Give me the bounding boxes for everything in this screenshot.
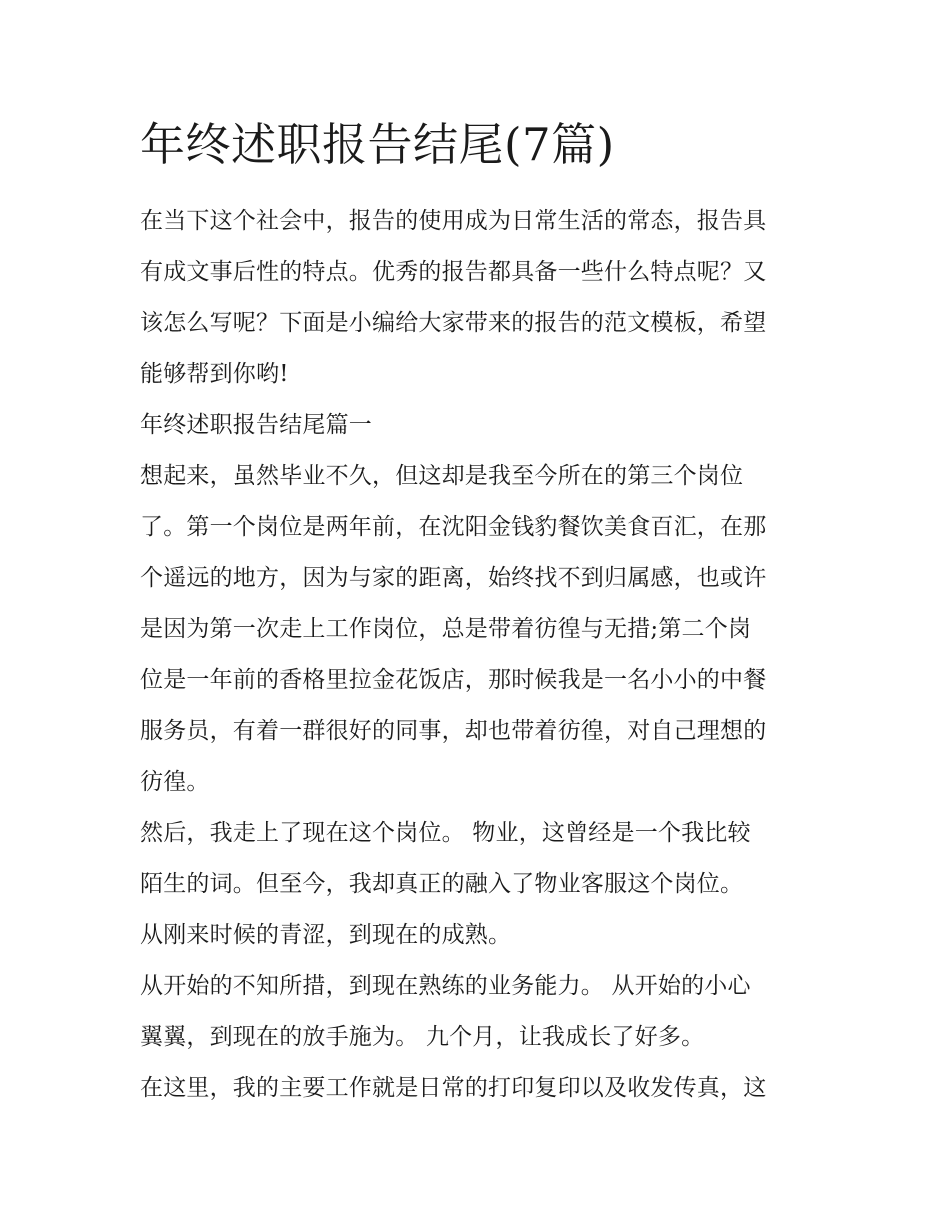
text-line: 从开始的不知所措，到现在熟练的业务能力。 从开始的小心 — [140, 973, 751, 999]
text-line: 在当下这个社会中，报告的使用成为日常生活的常态，报告具 — [140, 208, 767, 234]
text-line: 然后，我走上了现在这个岗位。 物业，这曾经是一个我比较 — [140, 820, 751, 846]
text-line: 翼翼，到现在的放手施为。 九个月，让我成长了好多。 — [140, 1024, 705, 1050]
text-line: 了。第一个岗位是两年前，在沈阳金钱豹餐饮美食百汇，在那 — [140, 514, 767, 540]
text-line: 服务员，有着一群很好的同事，却也带着彷徨，对自己理想的 — [140, 718, 767, 744]
text-line: 能够帮到你哟! — [140, 361, 289, 387]
section-heading: 年终述职报告结尾篇一 — [140, 412, 372, 438]
text-line: 想起来，虽然毕业不久，但这却是我至今所在的第三个岗位 — [140, 463, 744, 489]
text-line: 彷徨。 — [140, 769, 210, 795]
text-line: 陌生的词。但至今，我却真正的融入了物业客服这个岗位。 — [140, 871, 744, 897]
text-line: 该怎么写呢？下面是小编给大家带来的报告的范文模板，希望 — [140, 310, 767, 336]
text-line: 是因为第一次走上工作岗位，总是带着彷徨与无措;第二个岗 — [140, 616, 752, 642]
text-line: 个遥远的地方，因为与家的距离，始终找不到归属感，也或许 — [140, 565, 767, 591]
text-line: 有成文事后性的特点。优秀的报告都具备一些什么特点呢？又 — [140, 259, 767, 285]
document-title: 年终述职报告结尾(7篇) — [140, 118, 615, 171]
document-body — [140, 112, 812, 1114]
text-line: 从刚来时候的青涩，到现在的成熟。 — [140, 922, 512, 948]
text-line: 在这里，我的主要工作就是日常的打印复印以及收发传真，这 — [140, 1075, 767, 1101]
text-line: 位是一年前的香格里拉金花饭店，那时候我是一名小小的中餐 — [140, 667, 767, 693]
